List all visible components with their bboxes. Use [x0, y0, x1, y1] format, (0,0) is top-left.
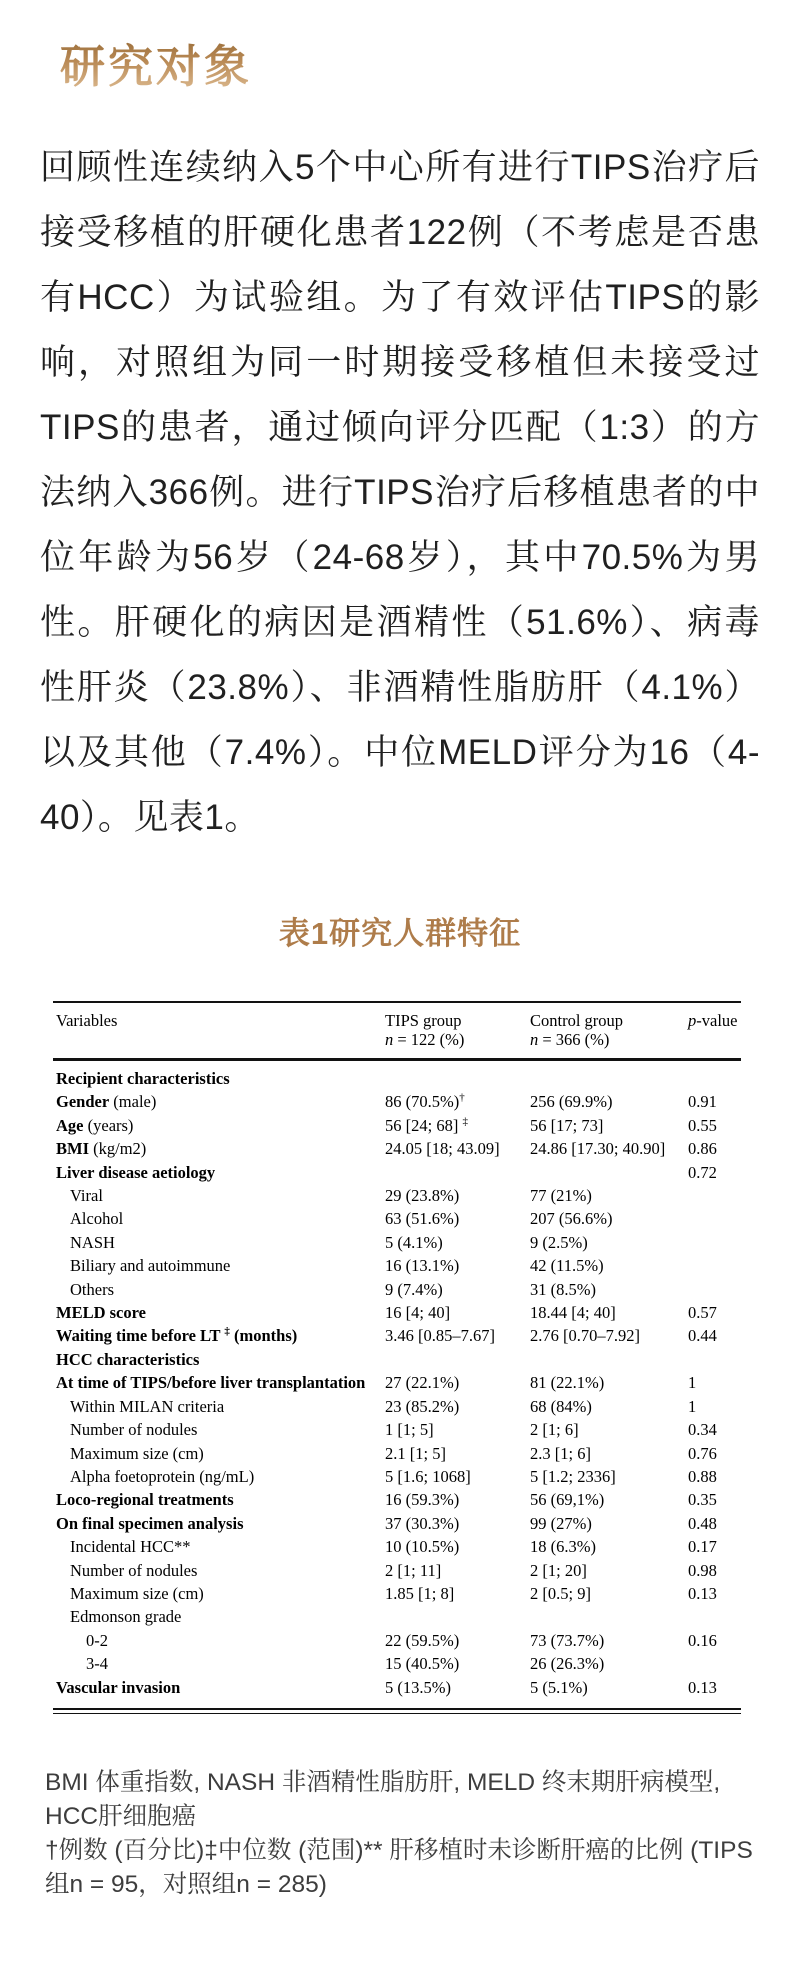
cell-tips-group: 16 (13.1%) — [385, 1256, 460, 1276]
cell-tips-group: 16 [4; 40] — [385, 1303, 451, 1323]
table-row — [56, 1207, 741, 1230]
cell-control-group: 31 (8.5%) — [530, 1279, 596, 1299]
cell-variable: 0-2 — [86, 1630, 108, 1650]
cell-p-value: 0.48 — [688, 1513, 717, 1533]
cell-tips-group: 3.46 [0.85–7.67] — [385, 1326, 495, 1346]
body-paragraph: 回顾性连续纳入5个中心所有进行TIPS治疗后接受移植的肝硬化患者122例（不考虑是否患有HCC）为试验组。为了有效评估TIPS的影响，对照组为同一时期接受移植但未接受过TIPS的患者，通过倾向评分匹配（1:3）的方法纳入366例。进行TIPS治疗后移植患者的中位年龄为56岁（24-68岁），其中70.5%为男性。肝硬化的病因是酒精性（51.6%）、病毒性肝炎（23.8%）、非酒精性脂肪肝（4.1%）以及其他（7.4%）。中位MELD评分为16（4-40）。见表1。 — [40, 148, 760, 837]
cell-variable: Loco-regional treatments — [56, 1490, 234, 1510]
table-row — [56, 1605, 741, 1628]
cell-p-value: 0.76 — [688, 1443, 717, 1463]
column-header-p-value: p-value — [688, 1011, 738, 1030]
cell-tips-group: 2.1 [1; 5] — [385, 1443, 446, 1463]
cell-p-value — [688, 1605, 741, 1628]
cell-p-value — [688, 1254, 741, 1277]
cell-control-group: 73 (73.7%) — [530, 1630, 605, 1650]
cell-tips-group: 5 (13.5%) — [385, 1677, 451, 1697]
cell-tips-group: 63 (51.6%) — [385, 1209, 460, 1229]
cell-p-value — [688, 1652, 741, 1675]
cell-variable: Edmonson grade — [70, 1607, 182, 1627]
cell-variable: Liver disease aetiology — [56, 1162, 216, 1182]
cell-tips-group — [385, 1348, 530, 1371]
cell-control-group: 99 (27%) — [530, 1513, 592, 1533]
table-row — [56, 1184, 741, 1207]
table-row — [56, 1301, 741, 1324]
cell-tips-group: 15 (40.5%) — [385, 1654, 460, 1674]
cell-variable: 3-4 — [86, 1654, 108, 1674]
cell-control-group: 81 (22.1%) — [530, 1373, 605, 1393]
cell-variable: Vascular invasion — [56, 1677, 181, 1697]
cell-tips-group — [385, 1161, 530, 1184]
cell-control-group: 26 (26.3%) — [530, 1654, 605, 1674]
cell-p-value: 1 — [688, 1396, 697, 1416]
cell-variable: NASH — [70, 1232, 115, 1252]
table-row — [56, 1137, 741, 1160]
table-row — [56, 1559, 741, 1582]
cell-p-value — [688, 1207, 741, 1230]
table-row — [56, 1090, 741, 1113]
cell-variable: Viral — [70, 1186, 103, 1206]
cell-variable: Within MILAN criteria — [70, 1396, 225, 1416]
cell-control-group: 24.86 [17.30; 40.90] — [530, 1139, 666, 1159]
cell-tips-group: 23 (85.2%) — [385, 1396, 460, 1416]
cell-control-group: 207 (56.6%) — [530, 1209, 613, 1229]
cell-tips-group: 56 [24; 68] ‡ — [385, 1115, 468, 1135]
cell-p-value: 0.55 — [688, 1115, 717, 1135]
cell-tips-group: 10 (10.5%) — [385, 1537, 460, 1557]
table-row — [56, 1582, 741, 1605]
table-row — [56, 1231, 741, 1254]
cell-variable: Incidental HCC** — [70, 1537, 191, 1557]
table-row — [56, 1442, 741, 1465]
table-row — [56, 1348, 741, 1371]
cell-control-group — [530, 1605, 688, 1628]
cell-tips-group: 16 (59.3%) — [385, 1490, 460, 1510]
cell-control-group: 2.3 [1; 6] — [530, 1443, 591, 1463]
column-header-control-group: Control group n = 366 (%) — [530, 1011, 624, 1049]
cell-tips-group: 5 (4.1%) — [385, 1232, 443, 1252]
cell-variable: On final specimen analysis — [56, 1513, 244, 1533]
cell-control-group: 68 (84%) — [530, 1396, 592, 1416]
cell-control-group — [530, 1067, 688, 1090]
cell-p-value: 1 — [688, 1373, 697, 1393]
table-row — [56, 1324, 741, 1347]
cell-control-group: 42 (11.5%) — [530, 1256, 604, 1276]
footnote-symbols: †例数 (百分比)‡中位数 (范围)** 肝移植时未诊断肝癌的比例 (TIPS组n = 95，对照组n = 285) — [45, 1836, 753, 1898]
cell-p-value: 0.86 — [688, 1139, 717, 1159]
cell-p-value: 0.34 — [688, 1420, 717, 1440]
cell-control-group: 9 (2.5%) — [530, 1232, 588, 1252]
table-row — [56, 1535, 741, 1558]
cell-tips-group: 27 (22.1%) — [385, 1373, 460, 1393]
study-population-table — [53, 1001, 741, 1714]
table-row — [56, 1114, 741, 1137]
cell-control-group: 56 (69,1%) — [530, 1490, 605, 1510]
cell-tips-group: 86 (70.5%)† — [385, 1091, 465, 1112]
table-row — [56, 1488, 741, 1511]
cell-control-group — [530, 1161, 688, 1184]
cell-variable: Waiting time before LT ‡ (months) — [56, 1325, 298, 1346]
cell-variable: Age (years) — [56, 1115, 134, 1135]
cell-control-group: 2 [0.5; 9] — [530, 1583, 591, 1603]
cell-p-value: 0.72 — [688, 1162, 717, 1182]
cell-variable: Number of nodules — [70, 1420, 198, 1440]
cell-variable: Others — [70, 1279, 114, 1299]
cell-variable: Alcohol — [70, 1209, 124, 1229]
table-footnotes — [45, 1766, 755, 1902]
table-header-row — [53, 1003, 741, 1058]
cell-tips-group: 1.85 [1; 8] — [385, 1583, 455, 1603]
footnote-abbreviations: BMI 体重指数, NASH 非酒精性脂肪肝, MELD 终末期肝病模型, HCC肝细胞癌 — [45, 1768, 721, 1830]
column-header-tips-group: TIPS group n = 122 (%) — [385, 1011, 465, 1049]
cell-variable: HCC characteristics — [56, 1349, 200, 1369]
table-bottom-rule — [53, 1708, 741, 1714]
table-body — [53, 1061, 741, 1706]
table-row — [56, 1629, 741, 1652]
cell-variable: Alpha foetoprotein (ng/mL) — [70, 1466, 255, 1486]
cell-p-value: 0.44 — [688, 1326, 717, 1346]
cell-variable: Number of nodules — [70, 1560, 198, 1580]
column-header-variables: Variables — [56, 1011, 118, 1030]
table-row — [56, 1371, 741, 1394]
cell-p-value: 0.57 — [688, 1303, 717, 1323]
cell-p-value: 0.16 — [688, 1630, 717, 1650]
section-heading: 研究对象 — [60, 30, 252, 95]
cell-p-value: 0.98 — [688, 1560, 717, 1580]
cell-control-group: 77 (21%) — [530, 1186, 592, 1206]
cell-tips-group: 24.05 [18; 43.09] — [385, 1139, 500, 1159]
cell-p-value — [688, 1278, 741, 1301]
cell-p-value: 0.17 — [688, 1537, 717, 1557]
cell-control-group — [530, 1348, 688, 1371]
cell-tips-group: 29 (23.8%) — [385, 1186, 460, 1206]
cell-variable: BMI (kg/m2) — [56, 1139, 147, 1159]
cell-p-value — [688, 1231, 741, 1254]
cell-variable: Maximum size (cm) — [70, 1443, 204, 1463]
cell-variable: At time of TIPS/before liver transplantation — [56, 1373, 366, 1393]
cell-tips-group: 2 [1; 11] — [385, 1560, 442, 1580]
cell-p-value — [688, 1348, 741, 1371]
table-row — [56, 1161, 741, 1184]
table-row — [56, 1676, 741, 1699]
cell-tips-group: 1 [1; 5] — [385, 1420, 434, 1440]
cell-p-value: 0.13 — [688, 1677, 717, 1697]
cell-control-group: 18.44 [4; 40] — [530, 1303, 616, 1323]
cell-variable: Gender (male) — [56, 1092, 157, 1112]
cell-control-group: 2 [1; 20] — [530, 1560, 587, 1580]
cell-tips-group: 22 (59.5%) — [385, 1630, 460, 1650]
cell-tips-group: 5 [1.6; 1068] — [385, 1466, 471, 1486]
cell-p-value: 0.35 — [688, 1490, 717, 1510]
cell-p-value: 0.91 — [688, 1092, 717, 1112]
table-row — [56, 1418, 741, 1441]
cell-p-value: 0.88 — [688, 1466, 717, 1486]
cell-control-group: 2.76 [0.70–7.92] — [530, 1326, 640, 1346]
cell-tips-group — [385, 1067, 530, 1090]
cell-p-value: 0.13 — [688, 1583, 717, 1603]
cell-p-value — [688, 1067, 741, 1090]
table-row — [56, 1512, 741, 1535]
cell-variable: Recipient characteristics — [56, 1069, 230, 1088]
table-row — [56, 1652, 741, 1675]
cell-control-group: 18 (6.3%) — [530, 1537, 596, 1557]
table-row — [56, 1395, 741, 1418]
cell-control-group: 5 [1.2; 2336] — [530, 1466, 616, 1486]
cell-variable: Biliary and autoimmune — [70, 1256, 231, 1276]
cell-control-group: 56 [17; 73] — [530, 1115, 604, 1135]
table-row — [56, 1465, 741, 1488]
table-title: 表1研究人群特征 — [278, 916, 522, 951]
cell-control-group: 5 (5.1%) — [530, 1677, 588, 1697]
table-row — [56, 1254, 741, 1277]
cell-tips-group — [385, 1605, 530, 1628]
table-row — [56, 1067, 741, 1090]
table-row — [56, 1278, 741, 1301]
cell-control-group: 2 [1; 6] — [530, 1420, 579, 1440]
cell-variable: MELD score — [56, 1303, 146, 1323]
cell-p-value — [688, 1184, 741, 1207]
cell-variable: Maximum size (cm) — [70, 1583, 204, 1603]
cell-tips-group: 37 (30.3%) — [385, 1513, 460, 1533]
cell-tips-group: 9 (7.4%) — [385, 1279, 443, 1299]
cell-control-group: 256 (69.9%) — [530, 1092, 613, 1112]
